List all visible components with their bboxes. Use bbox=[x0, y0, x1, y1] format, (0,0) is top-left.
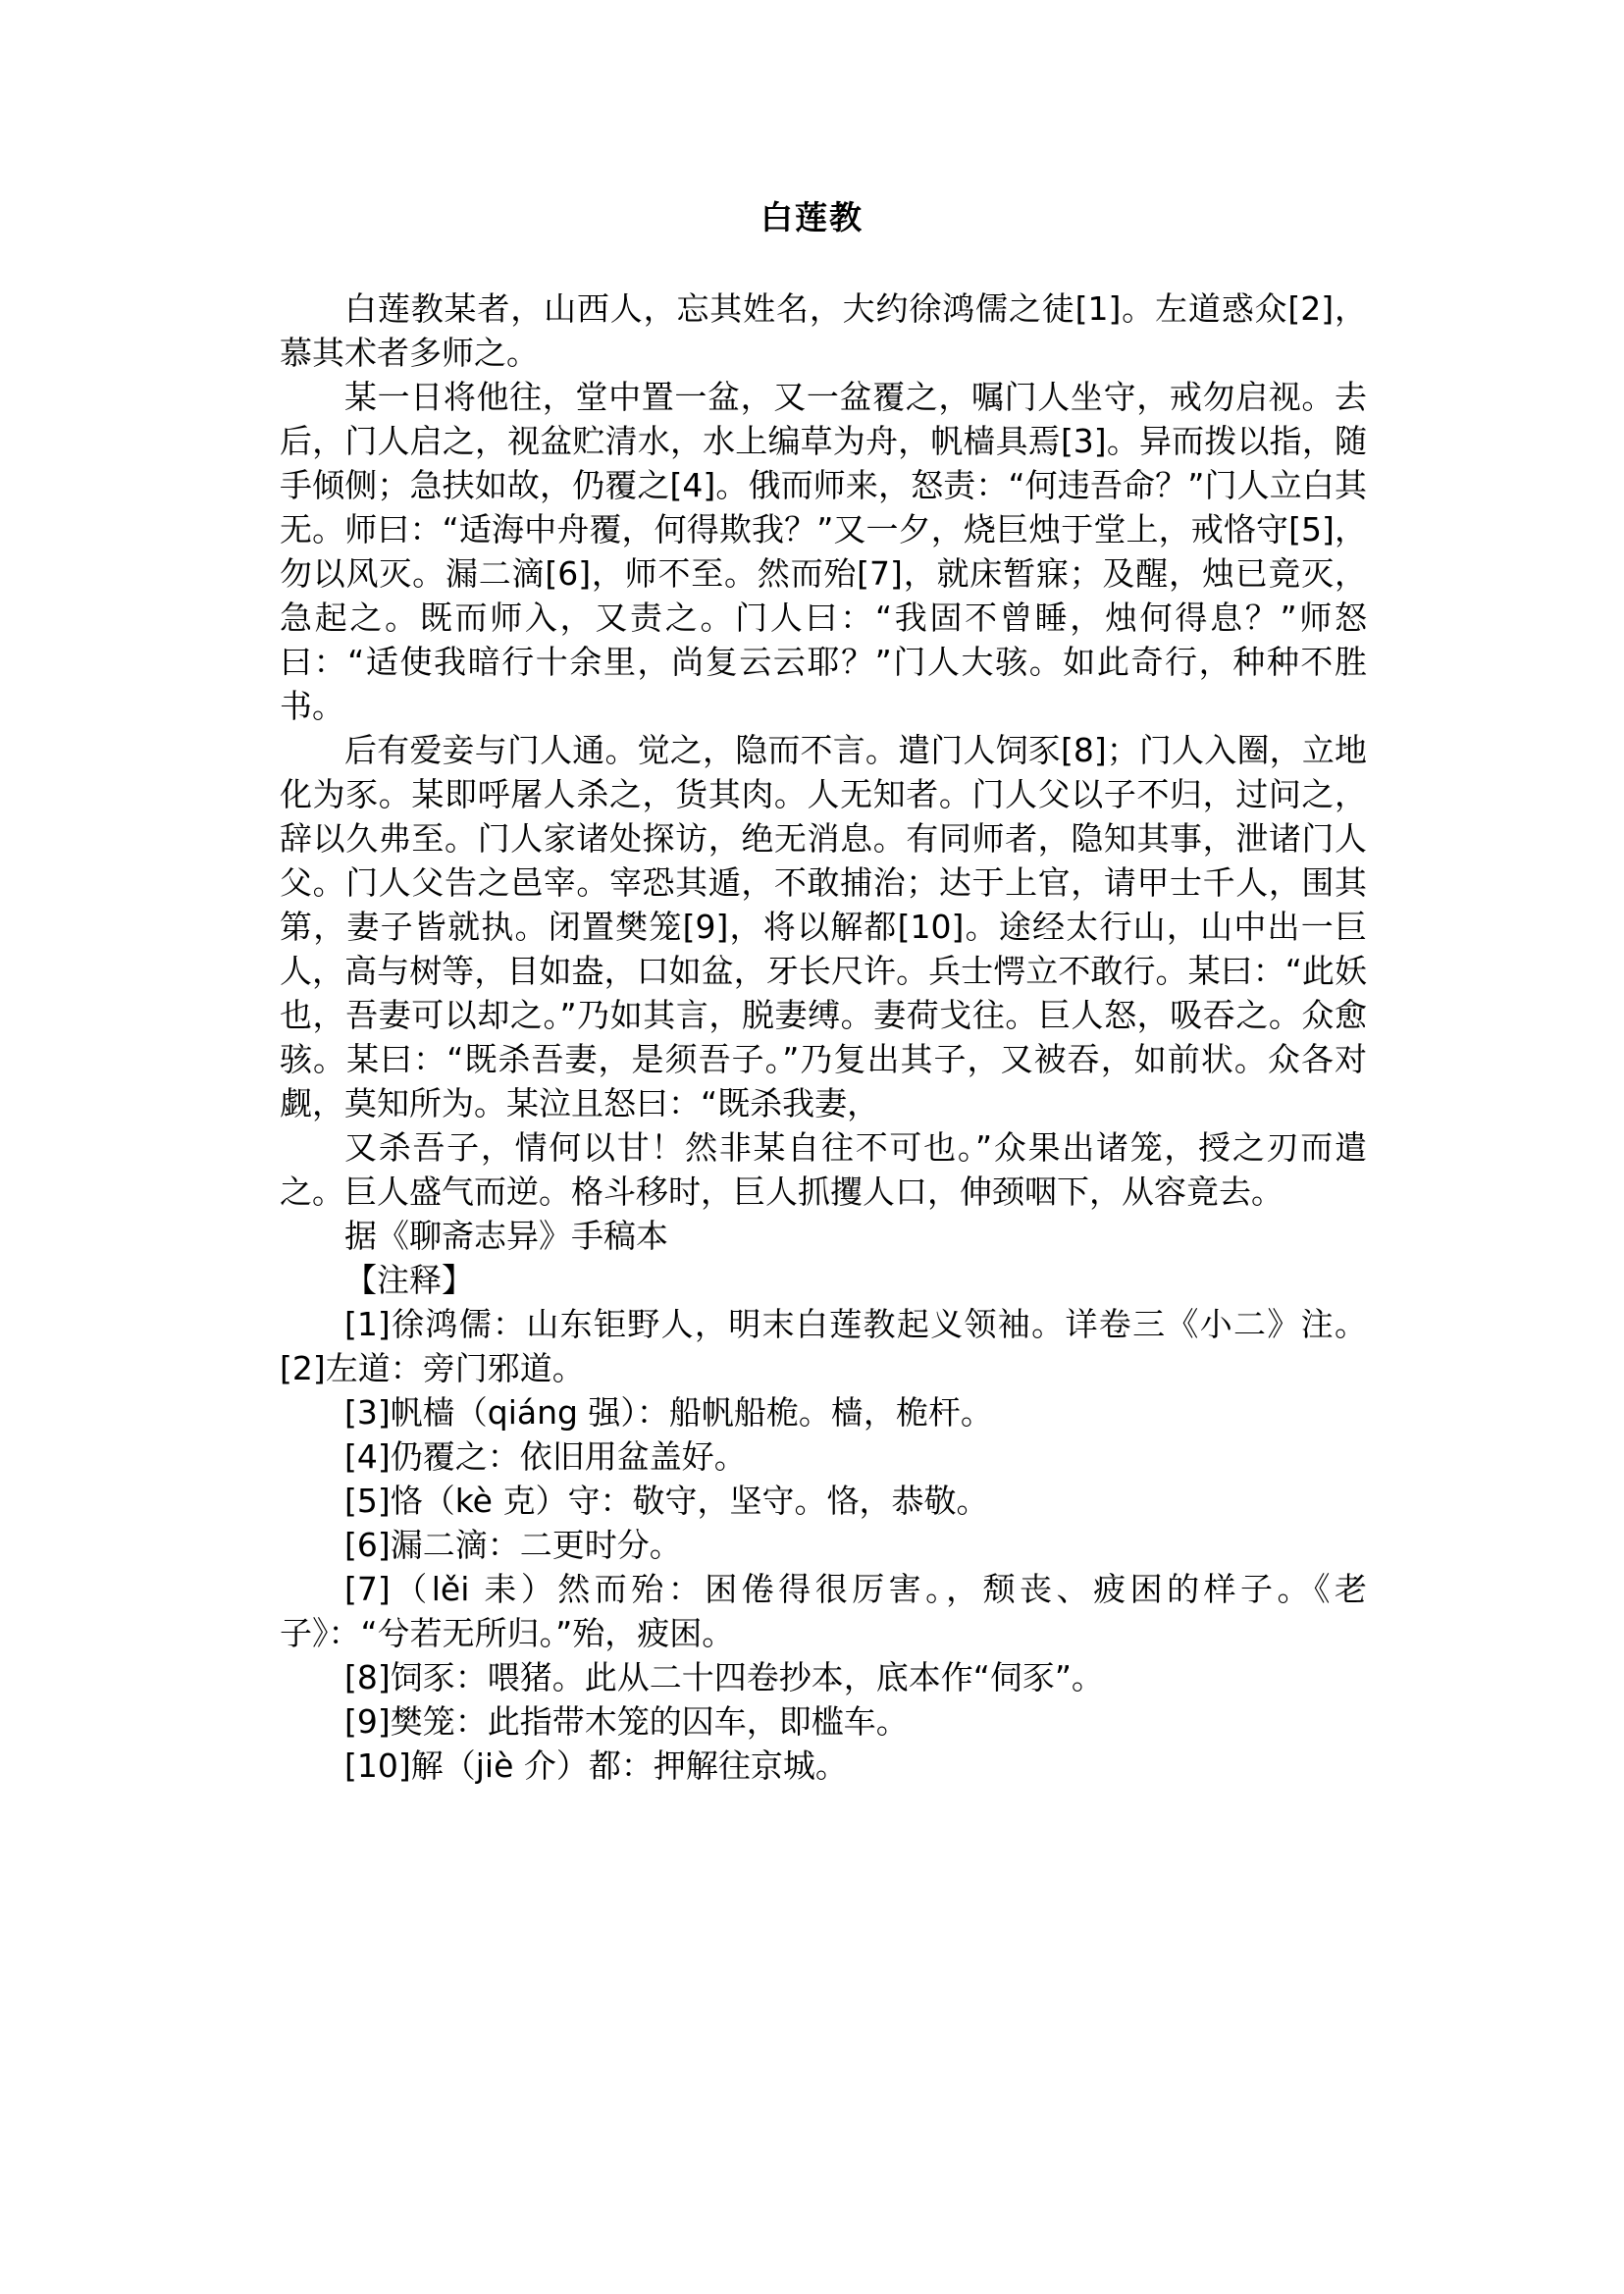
note-item: [5]恪（kè 克）守：敬守，坚守。恪，恭敬。 bbox=[344, 1482, 989, 1520]
source-line: 据《聊斋志异》手稿本 bbox=[344, 1217, 668, 1255]
paragraph-boat-candle: 某一日将他往，堂中置一盆，又一盆覆之，嘱门人坐守，戒勿启视。去后，门人启之，视盆贮清水，水上编草为舟，帆樯具焉[3]。异而拨以指，随手倾侧；急扶如故，仍覆之[4]。俄而师来，怒责：“何违吾命？”门人立白其无。师曰：“适海中舟覆，何得欺我？”又一夕，烧巨烛于堂上，戒恪守[5]，勿以风灭。漏二滴[6]，师不至。然而殆[7]，就床暂寐；及醒，烛已竟灭，急起之。既而师入，又责之。门人曰：“我固不曾睡，烛何得息？”师怒曰：“适使我暗行十余里，尚复云云耶？”门人大骇。如此奇行，种种不胜书。 bbox=[280, 378, 1367, 725]
note-item: [3]帆樯（qiáng 强）：船帆船桅。樯，桅杆。 bbox=[344, 1393, 993, 1432]
paragraph-ending: 又杀吾子，情何以甘！然非某自往不可也。”众果出诸笼，授之刃而遣之。巨人盛气而逆。格斗移时，巨人抓攫人口，伸颈咽下，从容竟去。 bbox=[280, 1128, 1367, 1211]
note-item: [4]仍覆之：依旧用盆盖好。 bbox=[344, 1437, 747, 1476]
document-title: 白莲教 bbox=[760, 198, 864, 236]
note-item: [8]饲豕：喂猪。此从二十四卷抄本，底本作“伺豕”。 bbox=[344, 1658, 1104, 1696]
paragraph-giant: 后有爱妾与门人通。觉之，隐而不言。遣门人饲豕[8]；门人入圈，立地化为豕。某即呼屠人杀之，货其肉。人无知者。门人父以子不归，过问之，辞以久弗至。门人家诸处探访，绝无消息。有同师者，隐知其事，泄诸门人父。门人父告之邑宰。宰恐其遁，不敢捕治；达于上官，请甲士千人，围其第，妻子皆就执。闭置樊笼[9]，将以解都[10]。途经太行山，山中出一巨人，高与树等，目如盎，口如盆，牙长尺许。兵士愕立不敢行。某曰：“此妖也，吾妻可以却之。”乃如其言，脱妻缚。妻荷戈往。巨人怒，吸吞之。众愈骇。某曰：“既杀吾妻，是须吾子。”乃复出其子，又被吞，如前状。众各对觑，莫知所为。某泣且怒曰：“既杀我妻， bbox=[280, 731, 1367, 1122]
note-item: [6]漏二滴：二更时分。 bbox=[344, 1526, 682, 1564]
notes-heading: 【注释】 bbox=[344, 1261, 474, 1299]
note-item: [7]（lěi 耒）然而殆：困倦得很厉害。，颓丧、疲困的样子。《老 子》：“兮若无所归。”殆，疲困。 bbox=[280, 1570, 1432, 1652]
paragraph-intro: 白莲教某者，山西人，忘其姓名，大约徐鸿儒之徒[1]。左道惑众[2]，慕其术者多师之。 bbox=[280, 289, 1367, 372]
note-item: [1]徐鸿儒：山东钜野人，明末白莲教起义领袖。详卷三《小二》注。[2]左道：旁门邪道。 bbox=[280, 1305, 1367, 1387]
note-item: [10]解（jiè 介）都：押解往京城。 bbox=[344, 1747, 848, 1785]
note-item: [9]樊笼：此指带木笼的囚车，即槛车。 bbox=[344, 1702, 909, 1741]
document-body bbox=[280, 287, 1432, 1788]
